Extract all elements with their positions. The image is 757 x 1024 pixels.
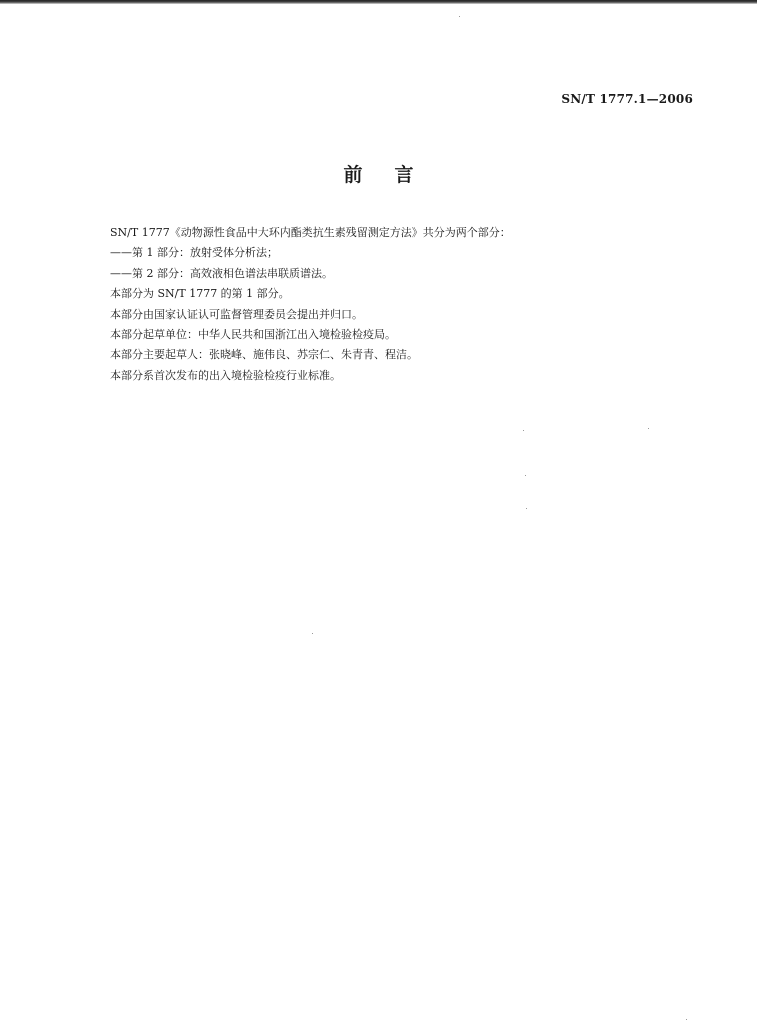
body-line: 本部分为 SN/T 1777 的第 1 部分。 bbox=[110, 287, 290, 301]
title-char: 前 bbox=[343, 164, 363, 186]
scan-border bbox=[0, 0, 757, 4]
body-line: ——第 2 部分：高效液相色谱法串联质谱法。 bbox=[110, 266, 333, 280]
scan-speck bbox=[648, 428, 649, 429]
body-line: 本部分主要起草人：张晓峰、施伟良、苏宗仁、朱青青、程洁。 bbox=[110, 348, 418, 362]
body-line: 本部分系首次发布的出入境检验检疫行业标准。 bbox=[110, 368, 341, 382]
body-line: SN/T 1777《动物源性食品中大环内酯类抗生素残留测定方法》共分为两个部分： bbox=[110, 226, 511, 239]
scan-speck bbox=[686, 1019, 687, 1020]
title-char: 言 bbox=[394, 164, 414, 186]
body-line: 本部分由国家认证认可监督管理委员会提出并归口。 bbox=[110, 307, 363, 321]
scan-speck bbox=[526, 508, 527, 509]
scan-speck bbox=[525, 475, 526, 476]
foreword-body bbox=[110, 223, 710, 386]
page-title bbox=[0, 160, 757, 187]
body-line: 本部分起草单位：中华人民共和国浙江出入境检验检疫局。 bbox=[110, 327, 396, 341]
scan-speck bbox=[523, 430, 524, 431]
body-line: ——第 1 部分：放射受体分析法； bbox=[110, 246, 278, 260]
scan-speck bbox=[459, 16, 460, 17]
scan-speck bbox=[312, 633, 313, 634]
standard-number: SN/T 1777.1—2006 bbox=[561, 92, 693, 106]
